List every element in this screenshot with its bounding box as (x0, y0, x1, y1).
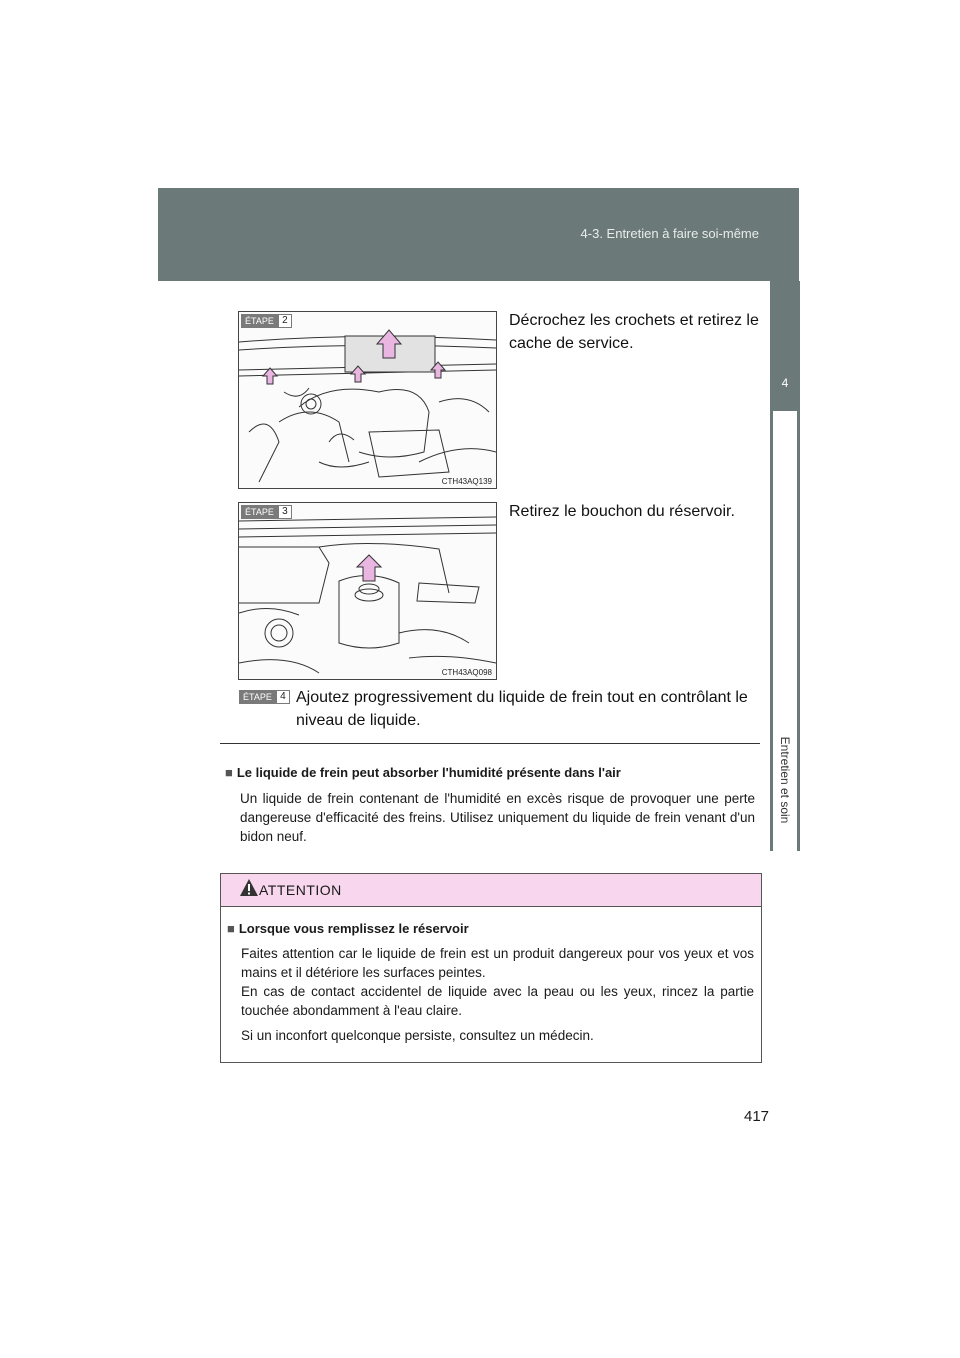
caution-paragraph-3: Si un inconfort quelconque persiste, consultez un médecin. (241, 1028, 594, 1043)
caution-box (220, 873, 762, 1063)
step-2-badge-label: ÉTAPE (241, 314, 278, 328)
chapter-label-text: Entretien et soin (778, 736, 792, 824)
square-bullet-icon: ■ (227, 921, 235, 936)
step-3-badge-label: ÉTAPE (241, 505, 278, 519)
note-title-text: Le liquide de frein peut absorber l'humidité présente dans l'air (236, 765, 621, 780)
caution-header (221, 874, 761, 907)
section-divider (220, 743, 760, 744)
step-2-badge-number: 2 (278, 314, 292, 328)
caution-paragraph-2: En cas de contact accidentel de liquide avec la peau ou les yeux, rincez la partie touchée abondamment à l'eau claire. (241, 984, 754, 1018)
step-3-illustration (238, 502, 497, 680)
note-body: Un liquide de frein contenant de l'humidité en excès risque de provoquer une perte dangereuse d'efficacité des freins. Utilisez uniquement du liquide de frein venant d'un bidon neuf. (240, 791, 755, 844)
step-4-badge (239, 690, 290, 704)
chapter-label (775, 720, 795, 840)
caution-subtitle (227, 921, 469, 936)
page-number: 417 (744, 1108, 770, 1125)
step-3-text: Retirez le bouchon du réservoir. (509, 503, 735, 520)
caution-paragraph-1: Faites attention car le liquide de frein est un produit dangereux pour vos yeux et vos mains et il détériore les surfaces peintes. (241, 946, 754, 980)
step-2-text: Décrochez les crochets et retirez le cache de service. (509, 312, 759, 352)
step-2-figure-code: CTH43AQ139 (441, 477, 492, 486)
step-2-badge (241, 314, 292, 328)
step-3-figure-code: CTH43AQ098 (441, 668, 492, 677)
header-band (158, 188, 799, 281)
square-bullet-icon: ■ (225, 765, 233, 780)
caution-subtitle-text: Lorsque vous remplissez le réservoir (238, 921, 469, 936)
step-4-badge-label: ÉTAPE (239, 690, 276, 704)
warning-triangle-icon (239, 878, 259, 898)
step-2-illustration (238, 311, 497, 489)
chapter-number: 4 (781, 376, 789, 390)
step-4-badge-number: 4 (276, 690, 290, 704)
step-3-badge (241, 505, 292, 519)
section-title: 4-3. Entretien à faire soi-même (580, 226, 759, 241)
step-4-text: Ajoutez progressivement du liquide de frein tout en contrôlant le niveau de liquide. (296, 689, 748, 729)
step-3-badge-number: 3 (278, 505, 292, 519)
caution-title: ATTENTION (259, 882, 342, 898)
note-title (225, 765, 621, 780)
